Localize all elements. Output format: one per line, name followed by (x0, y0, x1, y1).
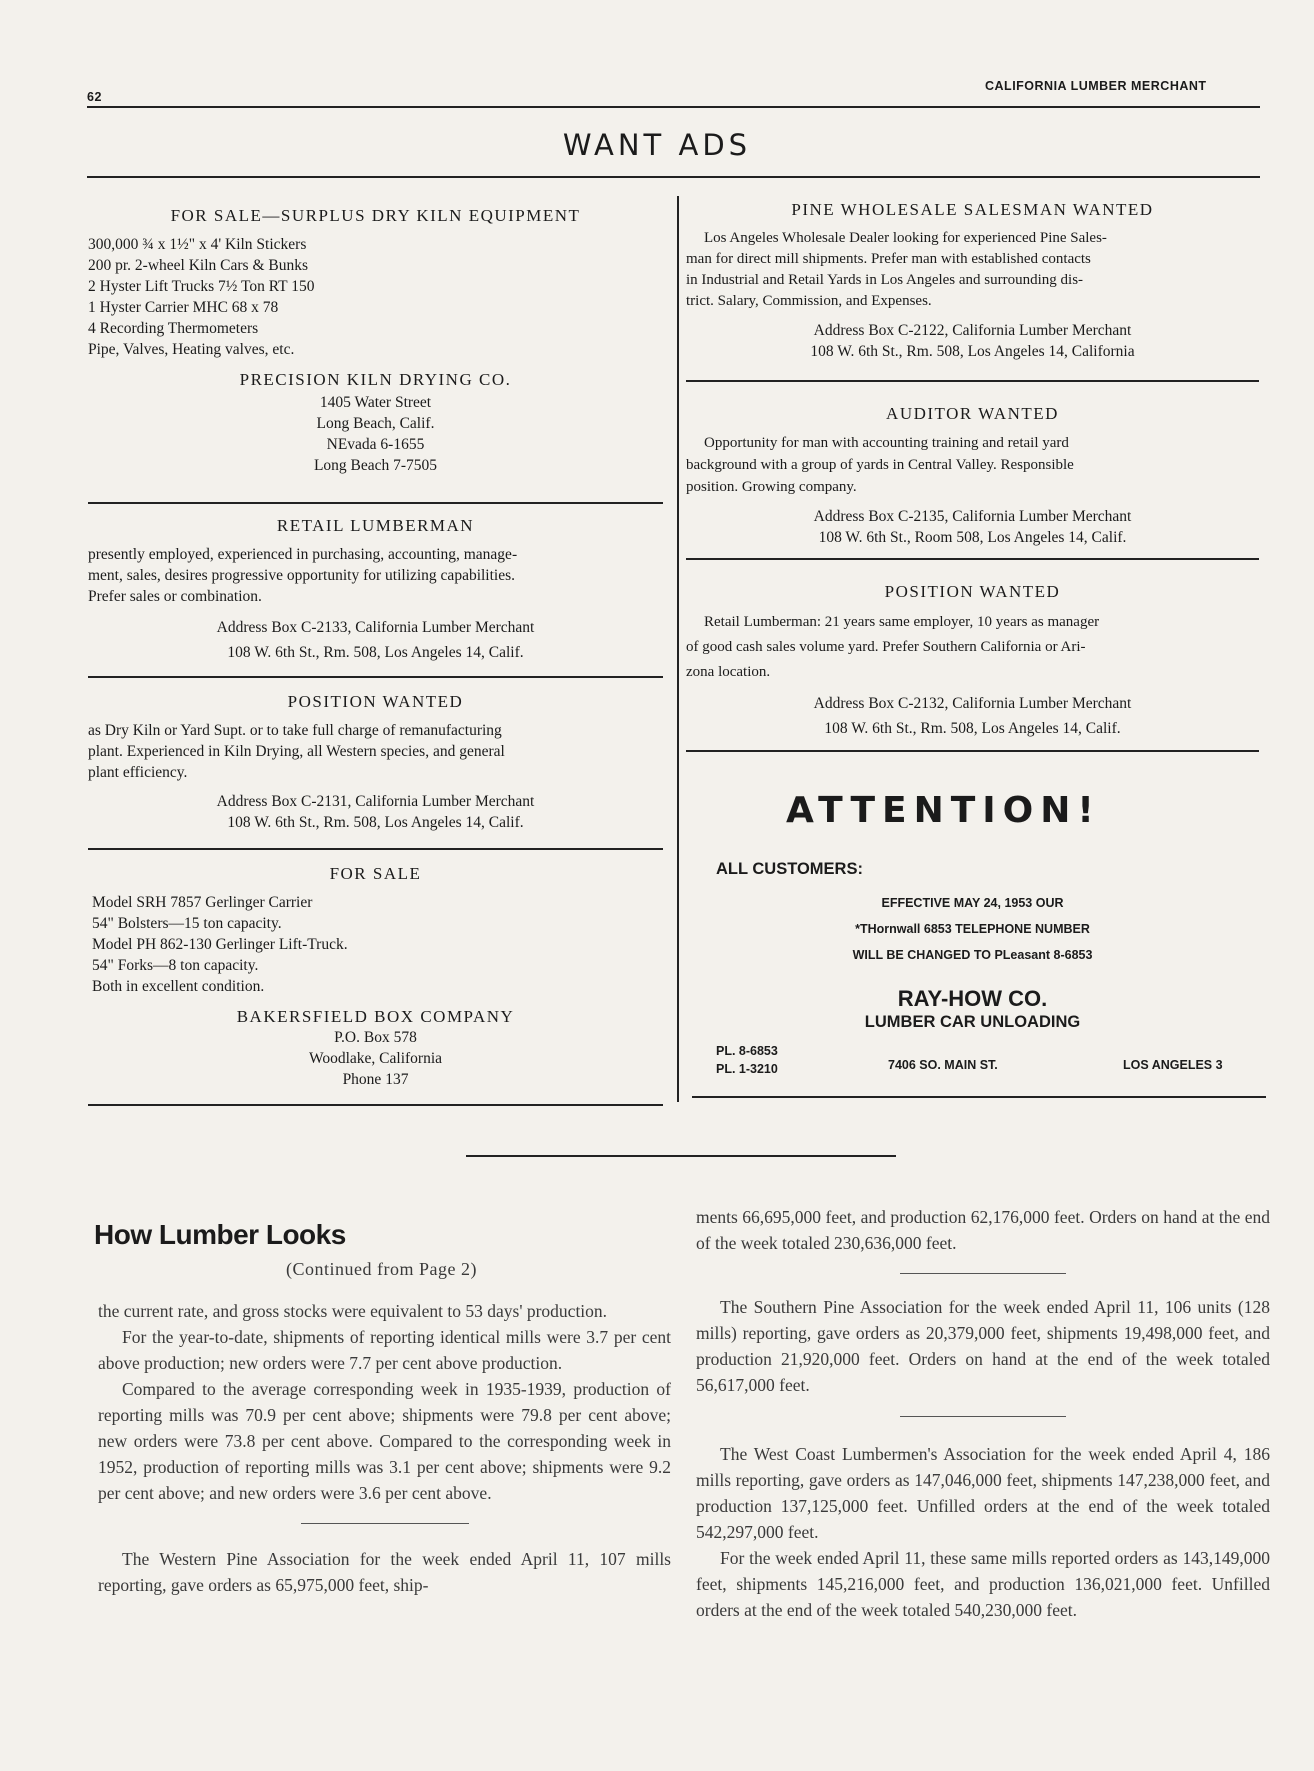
article-paragraph: The Western Pine Association for the week ended April 11, 107 mills reporting, gave orders as 65,975,000 feet, ship- (98, 1549, 671, 1595)
header-rule (87, 106, 1260, 108)
ad-divider (88, 676, 663, 678)
article-right-column (696, 1204, 1270, 1623)
ad-company: BAKERSFIELD BOX COMPANY (236, 1007, 515, 1026)
ad-divider (686, 558, 1259, 560)
notice-line: WILL BE CHANGED TO PLeasant 8-6853 (852, 948, 1093, 962)
address-line: 108 W. 6th St., Room 508, Los Angeles 14, Calif. (818, 529, 1127, 546)
page-number: 62 (87, 90, 102, 104)
ad-item: Pipe, Valves, Heating valves, etc. (88, 341, 295, 358)
attention-company: RAY-HOW CO. (897, 986, 1048, 1011)
attention-street: 7406 SO. MAIN ST. (888, 1058, 998, 1072)
ad-item: Both in excellent condition. (92, 978, 265, 995)
attention-customers: ALL CUSTOMERS: (716, 860, 863, 878)
ad-for-sale-gerlinger (88, 864, 663, 1090)
ad-divider (88, 1104, 663, 1106)
ad-item: Model SRH 7857 Gerlinger Carrier (92, 894, 313, 911)
ad-body (686, 432, 1259, 498)
ad-company: PRECISION KILN DRYING CO. (239, 370, 512, 389)
ad-line: position. Growing company. (686, 479, 857, 495)
address-line: Address Box C-2133, California Lumber Merchant (216, 619, 535, 636)
ad-item: 1 Hyster Carrier MHC 68 x 78 (88, 299, 279, 316)
ad-item: 200 pr. 2-wheel Kiln Cars & Bunks (88, 257, 308, 274)
ad-line: Prefer sales or combination. (88, 588, 262, 605)
article-title: How Lumber Looks (94, 1219, 346, 1250)
ad-line: Retail Lumberman: 21 years same employer, 10 years as manager (704, 614, 1100, 630)
attention-notice (686, 890, 1259, 968)
ad-line: man for direct mill shipments. Prefer man with established contacts (686, 251, 1091, 267)
ad-heading: FOR SALE (329, 864, 422, 883)
ad-item: 300,000 ¾ x 1½" x 4' Kiln Stickers (88, 236, 307, 253)
phone-number: PL. 8-6853 (716, 1044, 778, 1058)
ad-address (88, 1027, 663, 1090)
attention-title: ATTENTION! (786, 790, 1101, 831)
ad-heading: RETAIL LUMBERMAN (276, 516, 475, 535)
attention-tagline: LUMBER CAR UNLOADING (864, 1013, 1081, 1031)
column-divider (677, 196, 679, 1102)
ad-line: plant efficiency. (88, 764, 188, 781)
ad-kiln-equipment (88, 206, 663, 476)
ad-address (88, 392, 663, 476)
ad-address (686, 320, 1259, 362)
ad-line: ment, sales, desires progressive opportunity for utilizing capabilities. (88, 567, 516, 584)
ad-divider (88, 502, 663, 504)
address-line: Long Beach 7-7505 (313, 457, 438, 474)
address-line: P.O. Box 578 (334, 1029, 417, 1046)
article-paragraph: the current rate, and gross stocks were equivalent to 53 days' production. (98, 1301, 608, 1321)
ad-address (88, 791, 663, 833)
ad-line: in Industrial and Retail Yards in Los Angeles and surrounding dis- (686, 272, 1084, 288)
ad-item-list (88, 892, 663, 997)
attention-phones (716, 1042, 778, 1078)
address-line: 108 W. 6th St., Rm. 508, Los Angeles 14, California (810, 343, 1135, 360)
ad-divider (686, 750, 1259, 752)
address-line: Phone 137 (342, 1071, 409, 1088)
address-line: Woodlake, California (308, 1050, 443, 1067)
ad-item: Model PH 862-130 Gerlinger Lift-Truck. (92, 936, 348, 953)
section-separator (466, 1155, 896, 1157)
ad-divider (686, 380, 1259, 382)
article-left-column (98, 1298, 671, 1598)
ad-body (686, 228, 1259, 312)
attention-city: LOS ANGELES 3 (1123, 1058, 1223, 1072)
ad-line: background with a group of yards in Central Valley. Responsible (686, 457, 1074, 473)
address-line: Long Beach, Calif. (316, 415, 435, 432)
article-paragraph: For the year-to-date, shipments of reporting identical mills were 3.7 per cent above production; new orders were 7.7 per cent above production. (98, 1327, 671, 1373)
address-line: 108 W. 6th St., Rm. 508, Los Angeles 14, Calif. (227, 644, 524, 661)
article-continued: (Continued from Page 2) (286, 1259, 477, 1279)
ad-item: 54" Forks—8 ton capacity. (92, 957, 259, 974)
ad-line: plant. Experienced in Kiln Drying, all Western species, and general (88, 743, 505, 760)
phone-number: PL. 1-3210 (716, 1062, 778, 1076)
ad-pine-salesman (686, 200, 1259, 362)
article-divider (301, 1523, 469, 1524)
article-paragraph: The Southern Pine Association for the week ended April 11, 106 units (128 mills) reporting, gave orders as 20,379,000 feet, shipments 19,498,000 feet, and production 21,920,000 feet. Orders on hand at the end of the week totaled 56,617,000 feet. (696, 1297, 1270, 1395)
address-line: 108 W. 6th St., Rm. 508, Los Angeles 14, Calif. (227, 814, 524, 831)
ad-line: trict. Salary, Commission, and Expenses. (686, 293, 932, 309)
ad-address (88, 615, 663, 665)
ad-line: presently employed, experienced in purchasing, accounting, manage- (88, 546, 518, 563)
address-line: Address Box C-2135, California Lumber Merchant (813, 508, 1132, 525)
address-line: 108 W. 6th St., Rm. 508, Los Angeles 14, Calif. (824, 720, 1121, 737)
ad-divider (88, 848, 663, 850)
title-rule (87, 176, 1260, 178)
ad-position-wanted-manager (686, 582, 1259, 741)
notice-line: *THornwall 6853 TELEPHONE NUMBER (855, 922, 1090, 936)
page-title: WANT ADS (562, 128, 752, 162)
article-divider (900, 1273, 1066, 1274)
article-paragraph: ments 66,695,000 feet, and production 62,176,000 feet. Orders on hand at the end of the week totaled 230,636,000 feet. (696, 1207, 1270, 1253)
address-line: Address Box C-2131, California Lumber Merchant (216, 793, 535, 810)
ad-heading: POSITION WANTED (287, 692, 464, 711)
ad-item: 2 Hyster Lift Trucks 7½ Ton RT 150 (88, 278, 315, 295)
ad-line: of good cash sales volume yard. Prefer Southern California or Ari- (686, 639, 1086, 655)
address-line: Address Box C-2122, California Lumber Merchant (813, 322, 1132, 339)
ad-heading: AUDITOR WANTED (886, 404, 1059, 423)
ad-address (686, 506, 1259, 548)
ad-item: 4 Recording Thermometers (88, 320, 259, 337)
address-line: NEvada 6-1655 (326, 436, 425, 453)
article-paragraph: For the week ended April 11, these same mills reported orders as 143,149,000 feet, shipments 145,216,000 feet, and production 136,021,000 feet. Unfilled orders at the end of the week totaled 540,230,000 feet. (696, 1548, 1270, 1620)
ad-retail-lumberman (88, 516, 663, 665)
ad-line: Opportunity for man with accounting training and retail yard (704, 435, 1069, 451)
ad-body (88, 544, 663, 607)
ad-item: 54" Bolsters—15 ton capacity. (92, 915, 282, 932)
address-line: 1405 Water Street (319, 394, 432, 411)
article-paragraph: Compared to the average corresponding week in 1935-1939, production of reporting mills was 70.9 per cent above; shipments were 79.8 per cent above; new orders were 73.8 per cent above. Compared to the corresponding week in 1952, production of reporting mills was 3.1 per cent above; shipments were 9.2 per cent above; and new orders were 3.6 per cent above. (98, 1379, 671, 1503)
ad-body (88, 720, 663, 783)
ad-address (686, 691, 1259, 741)
ad-line: zona location. (686, 664, 771, 680)
article-paragraph: The West Coast Lumbermen's Association for the week ended April 4, 186 mills reporting, gave orders as 147,046,000 feet, shipments 147,238,000 feet, and production 137,125,000 feet. Unfilled orders at the end of the week totaled 542,297,000 feet. (696, 1444, 1270, 1542)
ad-position-wanted-kiln (88, 692, 663, 833)
article-divider (900, 1416, 1066, 1417)
ad-heading: POSITION WANTED (884, 582, 1061, 601)
publication-name: CALIFORNIA LUMBER MERCHANT (985, 79, 1207, 93)
ad-line: as Dry Kiln or Yard Supt. or to take full charge of remanufacturing (88, 722, 502, 739)
address-line: Address Box C-2132, California Lumber Merchant (813, 695, 1132, 712)
ad-line: Los Angeles Wholesale Dealer looking for experienced Pine Sales- (704, 230, 1107, 246)
ad-heading: PINE WHOLESALE SALESMAN WANTED (791, 200, 1154, 219)
ad-heading: FOR SALE—SURPLUS DRY KILN EQUIPMENT (170, 206, 581, 225)
ad-body (686, 610, 1259, 685)
ad-divider (692, 1096, 1266, 1098)
ad-auditor-wanted (686, 404, 1259, 548)
notice-line: EFFECTIVE MAY 24, 1953 OUR (881, 896, 1064, 910)
ad-item-list (88, 234, 663, 360)
